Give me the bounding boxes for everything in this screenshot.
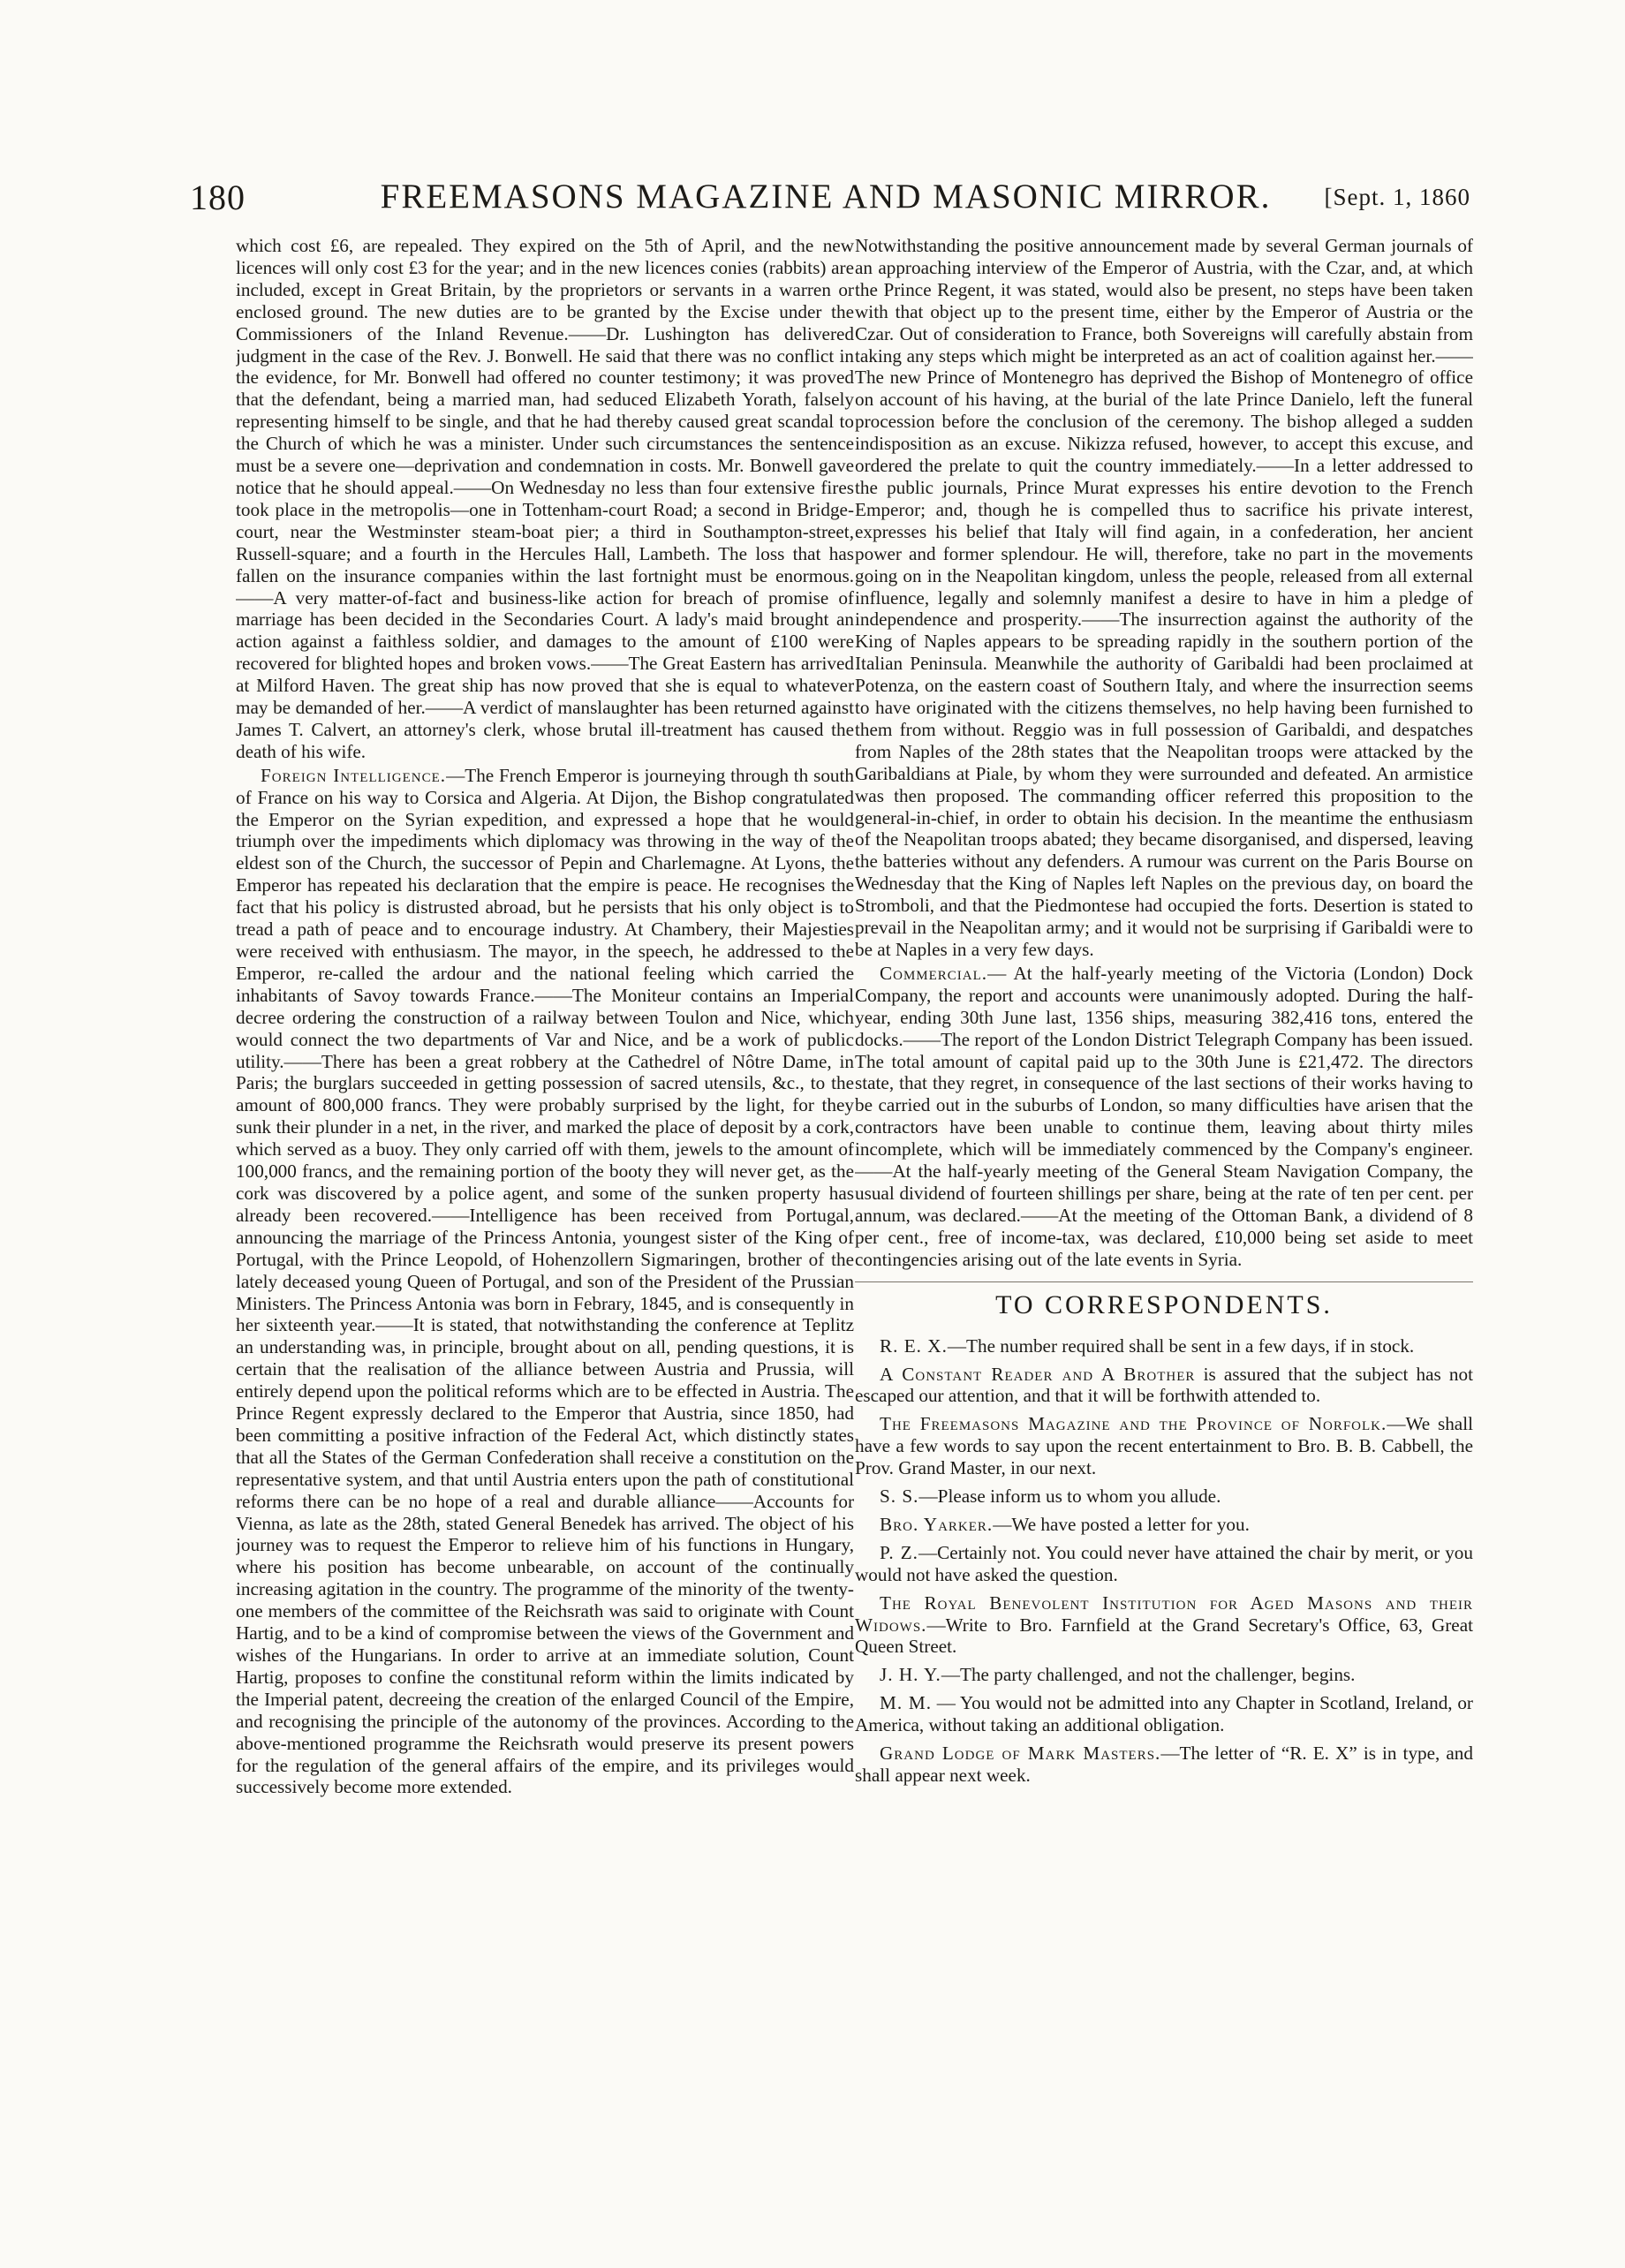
news-paragraph: which cost £6, are repealed. They expired on the 5th of April, and the new licences will only cost £3 for the year; and in the new licences conies (rabbits) are included, except in Great Britain, by the proprietors or servants in a warren or enclosed ground. The new duties are to be granted by the Excise under the Commissioners of the Inland Revenue.——Dr. Lushington has delivered judgment in the case of the Rev. J. Bonwell. He said that there was no conflict in the evidence, for Mr. Bonwell had offered no counter testimony; it was proved that the defendant, being a married man, had seduced Elizabeth Yorath, falsely representing himself to be single, and that he had thereby caused great scandal to the Church of which he was a minister. Under such circumstances the sentence must be a severe one—deprivation and condemnation in costs. Mr. Bonwell gave notice that he should appeal.——On Wednesday no less than four extensive fires took place in the metropolis—one in Tottenham-court Road; a second in Bridge-court, near the Westminster steam-boat pier; a third in Southampton-street, Russell-square; and a fourth in the Hercules Hall, Lambeth. The loss that has fallen on the insurance companies within the last fortnight must be enormous.——A very matter-of-fact and business-like action for breach of promise of marriage has been decided in the Secondaries Court. A lady's maid brought an action against a faithless soldier, and damages to the amount of £100 were recovered for blighted hopes and broken vows.——The Great Eastern has arrived at Milford Haven. The great ship has now proved that she is equal to whatever may be demanded of her.——A verdict of manslaughter has been returned against James T. Calvert, an attorney's clerk, whose brutal ill-treatment has caused the death of his wife.: [236, 235, 854, 762]
section-text: —The French Emperor is journeying through th south of France on his way to Corsica and Algeria. At Dijon, the Bishop congratulated the Emperor on the Syrian expedition, and expressed a hope that he would triumph over the impediments which diplomacy was throwing in the way of the eldest son of the Church, the successor of Pepin and Charlemagne. At Lyons, the Emperor has repeated his declaration that the empire is peace. He recognises the fact that his policy is distrusted abroad, but he persists that his only object is to tread a path of peace and to encourage industry. At Chambery, their Majesties were received with enthusiasm. The mayor, in the speech, he addressed to the Emperor, re-called the ardour and the national feeling which carried the inhabitants of Savoy towards France.——The Moniteur contains an Imperial decree ordering the construction of a railway between Toulon and Nice, which would connect the two departments of Var and Nice, and be a work of public utility.——There has been a great robbery at the Cathedrel of Nôtre Dame, in Paris; the burglars succeeded in getting possession of sacred utensils, &c., to the amount of 800,000 francs. They were probably surprised by the light, for they sunk their plunder in a net, in the river, and marked the place of deposit by a cork, which served as a buoy. They only carried off with them, jewels to the amount of 100,000 francs, and the remaining portion of the booty they will never get, as the cork was discovered by a police agent, and some of the sunken property has already been recovered.——Intelligence has been received from Portugal, announcing the marriage of the Princess Antonia, youngest sister of the King of Portugal, with the Prince Leopold, of Hohenzollern Sigmaringen, brother of the lately deceased young Queen of Portugal, and son of the President of the Prussian Ministers. The Princess Antonia was born in Febrary, 1845, and is consequently in her sixteenth year.——It is stated, that notwithstanding the conference at Teplitz an understanding was, in principle, brought about on all, pending questions, it is certain that the realisation of the alliance between Austria and Prussia, will entirely depend upon the political reforms which are to be effected in Austria. The Prince Regent expressly declared to the Emperor that Austria, since 1850, had been committing a positive infraction of the Federal Act, which distinctly states that all the States of the German Confederation shall receive a constitution on the representative system, and that until Austria enters upon the path of constitutional reforms there can be no hope of a real and durable alliance——Accounts for Vienna, as late as the 28th, stated General Benedek has arrived. The object of his journey was to request the Emperor to relieve him of his functions in Hungary, where his position has become unbearable, on account of the continually increasing agitation in the country. The programme of the minority of the twenty-one members of the committee of the Reichsrath was said to originate with Count Hartig, and to be a kind of compromise between the views of the Government and wishes of the Hungarians. In order to arrive at an immediate solution, Count Hartig, proposes to confine the constitunal reform within the limits indicated by the Imperial patent, decreeing the creation of the enlarged Council of the Empire, and recognising the principle of the autonomy of the provinces. According to the above-mentioned programme the Reichsrath would preserve its present powers for the regulation of the general affairs of the empire, and its privileges would successively become more extended.: [236, 764, 854, 1798]
correspondent-note: [855, 1664, 1473, 1686]
note-text: —The party challenged, and not the challenger, begins.: [941, 1664, 1356, 1686]
section-text: — At the half-yearly meeting of the Victoria (London) Dock Company, the report and accounts were unanimously adopted. During the half-year, ending 30th June last, 1356 ships, measuring 382,416 tons, entered the docks.——The report of the London District Telegraph Company has been issued. The total amount of capital paid up to the 30th June is £21,472. The directors state, that they regret, in consequence of the last sections of their works having to be carried out in the suburbs of London, so many difficulties have arisen that the contractors have been unable to continue them, leaving about thirty miles incomplete, which will be immediately commenced by the Company's engineer.——At the half-yearly meeting of the General Steam Navigation Company, the usual dividend of fourteen shillings per share, being at the rate of ten per cent. per annum, was declared.——At the meeting of the Ottoman Bank, a dividend of 8 per cent., free of income-tax, was declared, £10,000 being set aside to meet contingencies arising out of the late events in Syria.: [855, 962, 1473, 1270]
page-number: 180: [190, 178, 246, 217]
note-text: —The letter of “R. E. X” is in type, and shall appear next week.: [855, 1743, 1473, 1786]
note-lead: Grand Lodge of Mark Masters.: [880, 1743, 1161, 1765]
correspondent-note: [855, 1514, 1473, 1536]
page-header: [190, 177, 1470, 230]
note-lead: R. E. X.: [880, 1334, 948, 1357]
issue-date: [Sept. 1, 1860: [1324, 184, 1470, 210]
note-lead: S. S.: [880, 1486, 919, 1508]
left-column: [236, 235, 854, 2196]
note-lead: M. M.: [880, 1692, 933, 1714]
foreign-intelligence-paragraph: [236, 765, 854, 1799]
note-text: is assured that the subject has not escaped our attention, and that it will be forthwith attended to.: [855, 1363, 1473, 1407]
note-text: —The number required shall be sent in a few days, if in stock.: [947, 1334, 1415, 1357]
correspondent-note: [855, 1743, 1473, 1787]
note-lead: Bro. Yarker.: [880, 1513, 994, 1535]
section-lead: Commercial.: [880, 962, 988, 984]
note-text: —Write to Bro. Farnfield at the Grand Secretary's Office, 63, Great Queen Street.: [855, 1614, 1473, 1658]
right-column: [855, 235, 1473, 2204]
correspondent-note: [855, 1364, 1473, 1408]
note-text: — You would not be admitted into any Chapter in Scotland, Ireland, or America, without taking an additional obligation.: [855, 1692, 1473, 1736]
note-lead: A Constant Reader and A Brother: [880, 1363, 1196, 1385]
note-lead: The Freemasons Magazine and the Province of Norfolk.: [880, 1413, 1387, 1435]
correspondent-note: [855, 1335, 1473, 1357]
running-title: FREEMASONS MAGAZINE AND MASONIC MIRROR.: [380, 178, 1272, 215]
note-text: —Please inform us to whom you allude.: [918, 1486, 1221, 1508]
commercial-paragraph: [855, 963, 1473, 1271]
note-lead: The Royal Benevolent Institution for Aged Masons and their Widows.: [855, 1591, 1473, 1636]
section-divider: [855, 1281, 1473, 1282]
correspondent-note: [855, 1692, 1473, 1736]
correspondent-note: [855, 1413, 1473, 1479]
note-text: —We shall have a few words to say upon the recent entertainment to Bro. B. B. Cabbell, the Prov. Grand Master, in our next.: [855, 1413, 1473, 1479]
note-text: —We have posted a letter for you.: [993, 1513, 1250, 1535]
note-lead: J. H. Y.: [880, 1664, 941, 1686]
correspondent-note: [855, 1486, 1473, 1508]
correspondents-heading: TO CORRESPONDENTS.: [995, 1289, 1333, 1319]
note-lead: P. Z.: [880, 1541, 918, 1563]
correspondent-note: [855, 1542, 1473, 1586]
note-text: —Certainly not. You could never have attained the chair by merit, or you would not have asked the question.: [855, 1541, 1473, 1585]
section-lead: Foreign Intelligence.: [261, 764, 447, 786]
correspondent-note: [855, 1592, 1473, 1659]
news-paragraph: Notwithstanding the positive announcement made by several German journals of an approaching interview of the Emperor of Austria, with the Czar, and, at which the Prince Regent, it was stated, would also be present, no steps have been taken with that object up to the present time, either by the Emperor of Austria or the Czar. Out of consideration to France, both Sovereigns will carefully abstain from taking any steps which might be interpreted as an act of coalition against her.——The new Prince of Montenegro has deprived the Bishop of Montenegro of office on account of his having, at the burial of the late Prince Danielo, left the funeral procession before the conclusion of the ceremony. The bishop alleged a sudden indisposition as an excuse. Nikizza refused, however, to accept this excuse, and ordered the prelate to quit the country immediately.——In a letter addressed to the public journals, Prince Murat expresses his entire devotion to the French Emperor; and, though he is compelled thus to sacrifice his private interest, expresses his belief that Italy will find again, in a confederation, her ancient power and former splendour. He will, therefore, take no part in the movements going on in the Neapolitan kingdom, unless the people, released from all external influence, legally and solemnly manifest a desire to have in him a pledge of independence and prosperity.——The insurrection against the authority of the King of Naples appears to be spreading rapidly in the southern portion of the Italian Peninsula. Meanwhile the authority of Garibaldi had been proclaimed at Potenza, on the eastern coast of Southern Italy, and where the insurrection seems to have originated with the citizens themselves, no help having been furnished to them from without. Reggio was in full possession of Garibaldi, and despatches from Naples of the 28th states that the Neapolitan troops were attacked by the Garibaldians at Piale, by whom they were surrounded and defeated. An armistice was then proposed. The commanding officer referred this proposition to the general-in-chief, in order to obtain his decision. In the meantime the enthusiasm of the Neapolitan troops abated; they became disorganised, and dispersed, leaving the batteries without any defenders. A rumour was current on the Paris Bourse on Wednesday that the King of Naples left Naples on the previous day, on board the Stromboli, and that the Piedmontese had occupied the forts. Desertion is stated to prevail in the Neapolitan army; and it would not be surprising if Garibaldi were to be at Naples in a very few days.: [855, 235, 1473, 960]
